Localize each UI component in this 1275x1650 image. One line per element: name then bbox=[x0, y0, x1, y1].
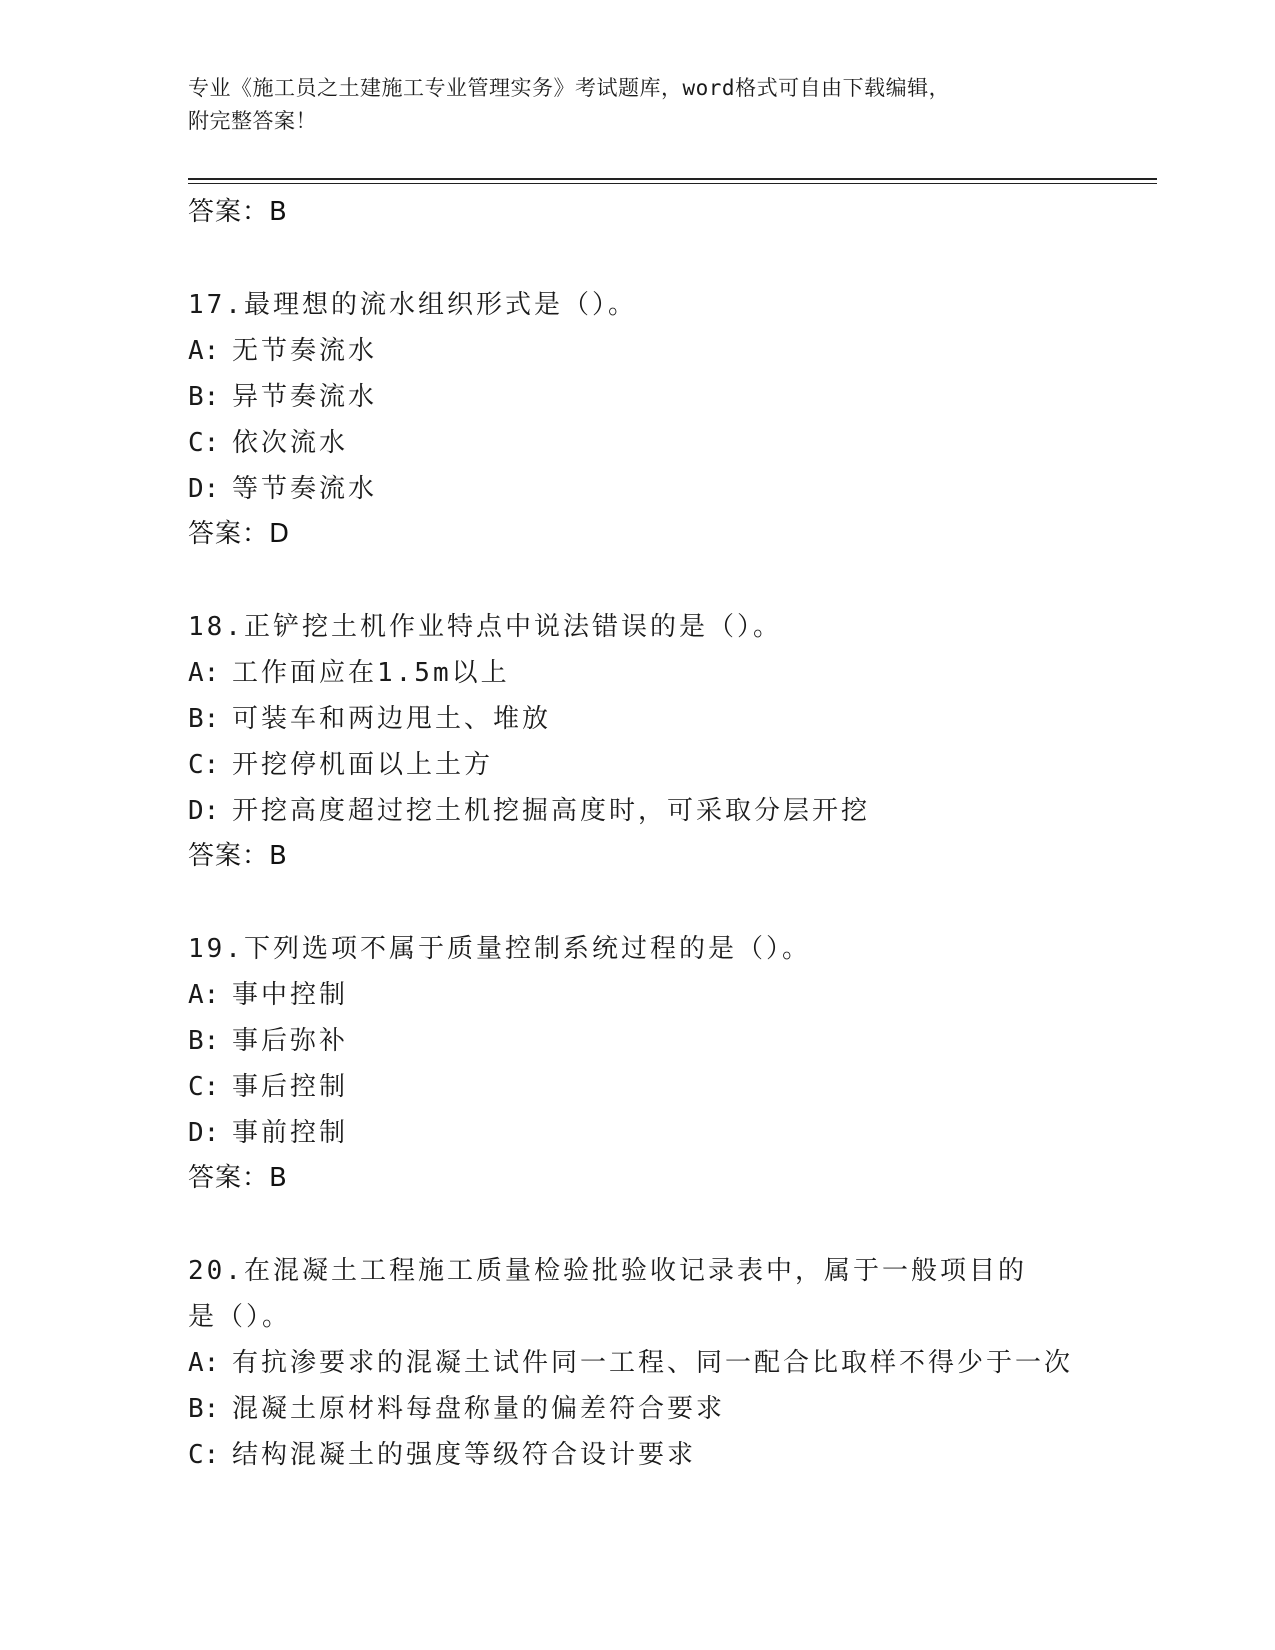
answer-value: D bbox=[269, 519, 291, 549]
option-text: 事后弥补 bbox=[232, 1026, 349, 1056]
option-letter: B: bbox=[188, 1026, 220, 1056]
question-text bbox=[188, 604, 1088, 650]
question-number: 17. bbox=[188, 290, 244, 320]
question-19 bbox=[188, 926, 1088, 1202]
answer-line bbox=[188, 512, 1088, 558]
question-number: 19. bbox=[188, 934, 244, 964]
option-letter: C: bbox=[188, 1440, 220, 1470]
option-letter: A: bbox=[188, 980, 220, 1010]
option-text: 事后控制 bbox=[232, 1072, 349, 1102]
option-letter: B: bbox=[188, 382, 220, 412]
question-stem: 在混凝土工程施工质量检验批验收记录表中，属于一般项目的是（）。 bbox=[188, 1256, 1027, 1332]
question-18 bbox=[188, 604, 1088, 880]
option-text: 事中控制 bbox=[232, 980, 349, 1010]
option-text: 无节奏流水 bbox=[232, 336, 378, 366]
option-b bbox=[188, 696, 1088, 742]
option-c bbox=[188, 420, 1088, 466]
answer-label: 答案： bbox=[188, 841, 270, 871]
question-stem: 最理想的流水组织形式是（）。 bbox=[243, 290, 637, 320]
option-letter: A: bbox=[188, 1348, 220, 1378]
option-b bbox=[188, 1018, 1088, 1064]
option-letter: D: bbox=[188, 474, 220, 504]
answer-value: B bbox=[269, 841, 288, 871]
question-stem: 正铲挖土机作业特点中说法错误的是（）。 bbox=[243, 612, 782, 642]
option-letter: A: bbox=[188, 658, 220, 688]
answer-value: B bbox=[269, 197, 288, 227]
question-stem: 下列选项不属于质量控制系统过程的是（）。 bbox=[243, 934, 811, 964]
option-text: 等节奏流水 bbox=[232, 474, 378, 504]
option-a bbox=[188, 328, 1088, 374]
option-a bbox=[188, 972, 1088, 1018]
option-text: 有抗渗要求的混凝土试件同一工程、同一配合比取样不得少于一次 bbox=[232, 1348, 1074, 1378]
option-text: 依次流水 bbox=[232, 428, 349, 458]
option-text: 事前控制 bbox=[232, 1118, 349, 1148]
option-letter: B: bbox=[188, 704, 220, 734]
option-d bbox=[188, 1110, 1088, 1156]
option-d bbox=[188, 466, 1088, 512]
option-c bbox=[188, 1432, 1088, 1478]
option-b bbox=[188, 374, 1088, 420]
option-text: 工作面应在1.5m以上 bbox=[232, 658, 510, 688]
option-letter: C: bbox=[188, 1072, 220, 1102]
option-text: 开挖停机面以上土方 bbox=[232, 750, 494, 780]
answer-label: 答案： bbox=[188, 1163, 270, 1193]
option-letter: D: bbox=[188, 1118, 220, 1148]
answer-label: 答案： bbox=[188, 519, 270, 549]
option-text: 可装车和两边甩土、堆放 bbox=[232, 704, 552, 734]
header-line-2: 附完整答案！ bbox=[188, 109, 317, 133]
option-letter: B: bbox=[188, 1394, 220, 1424]
header-rule-thick bbox=[188, 178, 1157, 180]
question-text bbox=[188, 926, 1088, 972]
header-line-1: 专业《施工员之土建施工专业管理实务》考试题库，word格式可自由下载编辑， bbox=[188, 76, 951, 100]
question-17 bbox=[188, 282, 1088, 558]
option-letter: D: bbox=[188, 796, 220, 826]
question-list bbox=[188, 190, 1088, 1524]
option-b bbox=[188, 1386, 1088, 1432]
document-header bbox=[188, 72, 1068, 138]
option-text: 异节奏流水 bbox=[232, 382, 378, 412]
question-number: 20. bbox=[188, 1256, 244, 1286]
option-c bbox=[188, 742, 1088, 788]
option-letter: C: bbox=[188, 428, 220, 458]
option-c bbox=[188, 1064, 1088, 1110]
question-20 bbox=[188, 1248, 1088, 1478]
question-number: 18. bbox=[188, 612, 244, 642]
option-a bbox=[188, 1340, 1088, 1386]
answer-line bbox=[188, 1156, 1088, 1202]
answer-line bbox=[188, 834, 1088, 880]
question-text bbox=[188, 282, 1088, 328]
question-text bbox=[188, 1248, 1048, 1340]
answer-label: 答案： bbox=[188, 197, 270, 227]
answer-line bbox=[188, 190, 1088, 236]
option-text: 混凝土原材料每盘称量的偏差符合要求 bbox=[232, 1394, 726, 1424]
option-text: 结构混凝土的强度等级符合设计要求 bbox=[232, 1440, 697, 1470]
answer-value: B bbox=[269, 1163, 288, 1193]
header-rule-thin bbox=[188, 183, 1157, 184]
option-a bbox=[188, 650, 1088, 696]
option-letter: A: bbox=[188, 336, 220, 366]
option-letter: C: bbox=[188, 750, 220, 780]
option-text: 开挖高度超过挖土机挖掘高度时，可采取分层开挖 bbox=[232, 796, 871, 826]
option-d bbox=[188, 788, 1088, 834]
